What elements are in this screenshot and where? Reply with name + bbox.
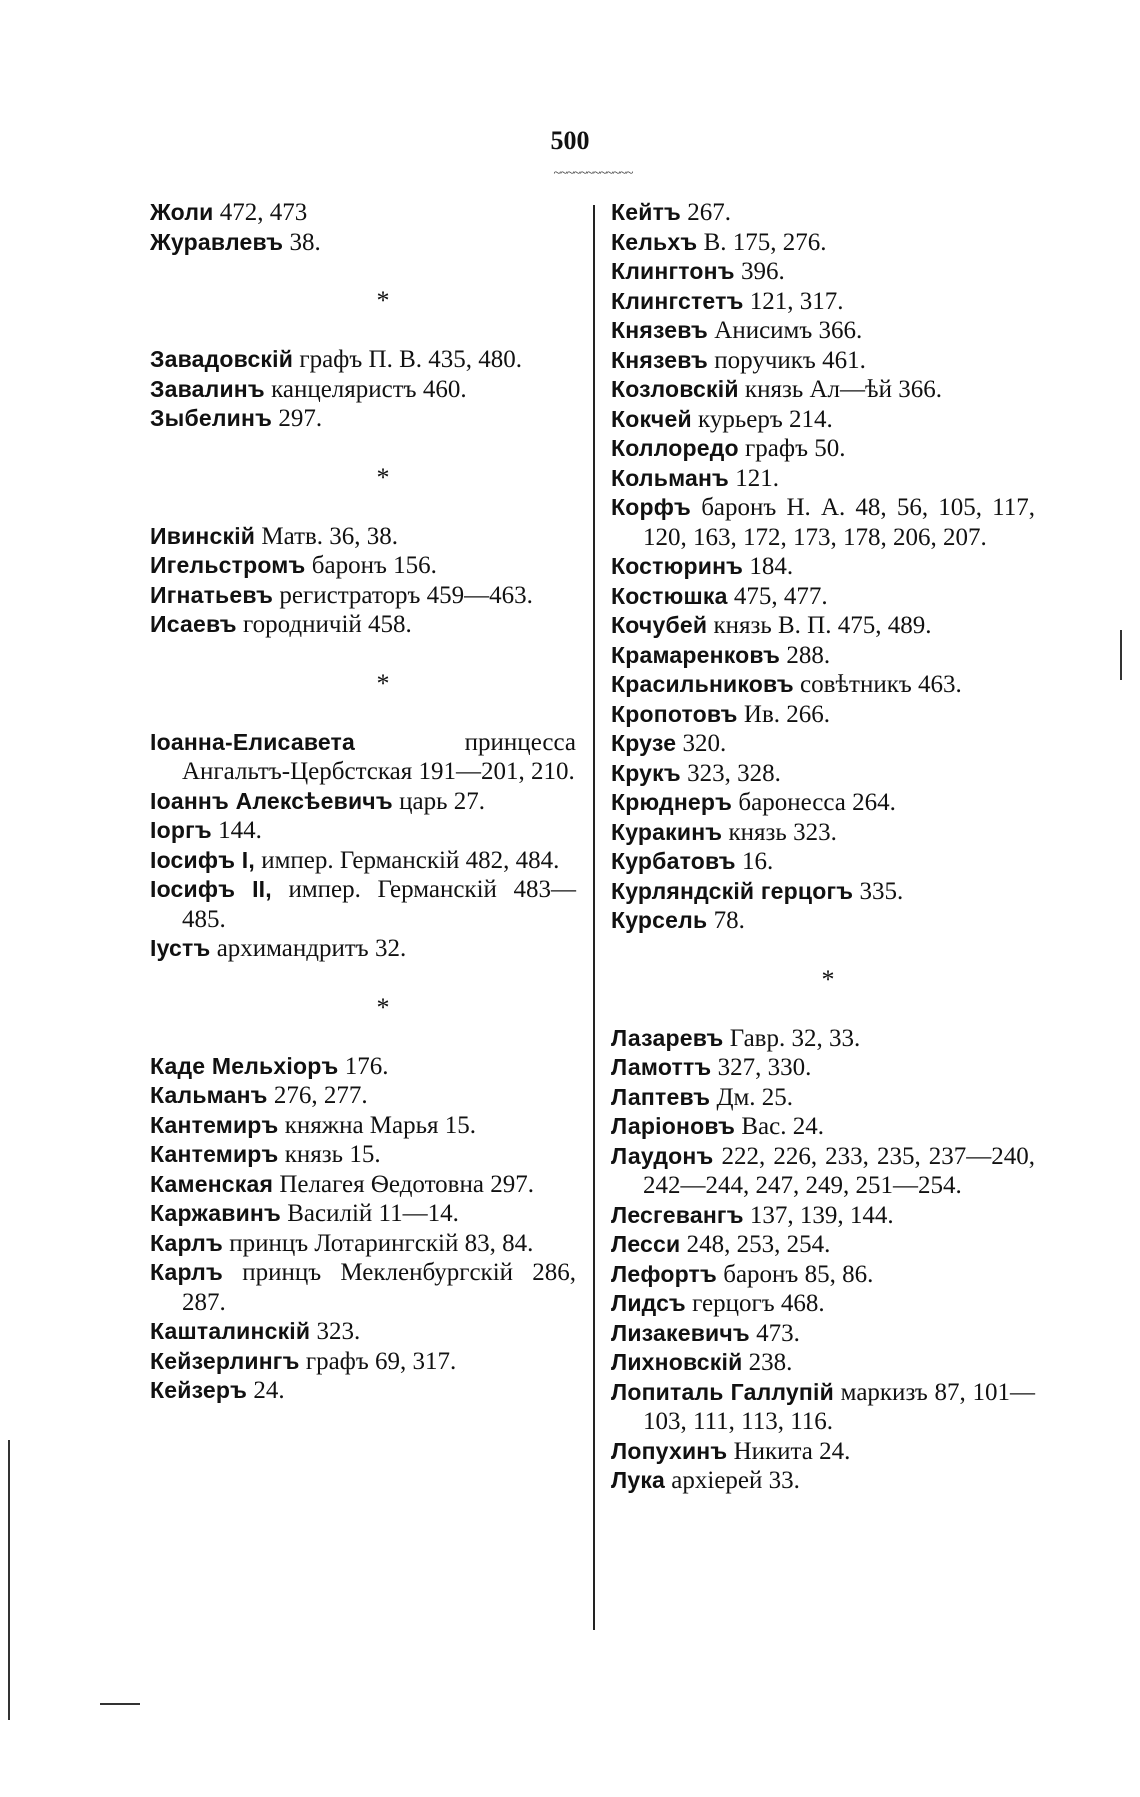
index-entry: [150, 404, 576, 434]
entry-pages: баронъ 156.: [305, 552, 437, 579]
entry-name: Лопиталь Галлупій: [611, 1378, 834, 1405]
entry-name: Костюринъ: [611, 553, 744, 579]
entry-name: Ивинскій: [150, 522, 256, 549]
entry-pages: маркизъ 87, 101—103, 111, 113, 116.: [643, 1378, 1035, 1435]
index-entry: [150, 728, 576, 787]
entry-pages: архимандритъ 32.: [210, 935, 407, 962]
index-entry: [611, 552, 1035, 582]
index-entry: [150, 228, 576, 258]
index-entry: [611, 611, 1035, 641]
entry-name: Князевъ: [611, 317, 709, 343]
index-entry: [150, 1081, 576, 1111]
entry-pages: Гавр. 32, 33.: [723, 1024, 861, 1052]
entry-name: Кейзерлингъ: [150, 1347, 300, 1374]
entry-pages: импер. Германскій 482, 484.: [254, 846, 560, 874]
index-entry: [150, 1317, 576, 1347]
entry-name: Лихновскій: [611, 1349, 743, 1375]
index-entry: [611, 1289, 1035, 1319]
entry-pages: 121.: [729, 464, 780, 492]
index-entry: [611, 375, 1035, 405]
index-entry: [150, 1229, 576, 1259]
index-entry: [611, 1142, 1035, 1201]
entry-name: Завалинъ: [150, 375, 265, 402]
entry-name: Каде Мельхіоръ: [150, 1052, 339, 1079]
index-entry: [150, 787, 576, 817]
entry-name: Куракинъ: [611, 818, 723, 845]
index-entry: [150, 581, 576, 611]
entry-name: Корфъ: [611, 494, 692, 520]
entry-name: Костюшка: [611, 582, 728, 609]
entry-name: Зыбелинъ: [150, 405, 273, 431]
index-entry: [611, 818, 1035, 848]
entry-pages: 297.: [272, 405, 323, 432]
entry-pages: графъ П. В. 435, 480.: [293, 346, 523, 373]
entry-name: Коллоредо: [611, 435, 739, 461]
entry-pages: 323, 328.: [680, 759, 781, 787]
entry-pages: 473.: [749, 1319, 800, 1347]
index-entry: [611, 729, 1035, 759]
index-entry: [611, 1437, 1035, 1467]
entry-pages: герцогъ 468.: [685, 1290, 825, 1317]
entry-pages: 121, 317.: [743, 287, 844, 315]
entry-pages: импер. Германскій 483—485.: [182, 876, 576, 933]
index-entry: [611, 316, 1035, 346]
index-entry: [611, 405, 1035, 435]
entry-pages: регистраторъ 459—463.: [273, 581, 533, 609]
margin-mark: [100, 1703, 140, 1705]
margin-mark: [1120, 630, 1122, 680]
index-entry: [611, 1466, 1035, 1496]
entry-pages: совѣтникъ 463.: [793, 671, 962, 698]
entry-pages: поручикъ 461.: [708, 346, 866, 374]
entry-pages: Вас. 24.: [735, 1113, 824, 1140]
entry-pages: 184.: [743, 553, 794, 580]
entry-pages: городничій 458.: [236, 611, 412, 638]
index-entry: [611, 1053, 1035, 1083]
index-entry: [150, 1140, 576, 1170]
index-entry: [150, 1111, 576, 1141]
entry-pages: Никита 24.: [727, 1437, 851, 1465]
index-entry: [150, 198, 576, 228]
index-entry: [150, 816, 576, 846]
entry-name: Іоанна-Елисавета: [150, 728, 356, 755]
index-entry: [611, 788, 1035, 818]
entry-pages: баронъ 85, 86.: [716, 1260, 874, 1288]
section-separator: *: [376, 286, 390, 315]
entry-name: Лазаревъ: [611, 1024, 724, 1051]
entry-name: Кейтъ: [611, 199, 681, 225]
entry-pages: 144.: [211, 817, 262, 844]
entry-name: Жоли: [150, 199, 214, 225]
header-ornament: ~~~~~~~~~~~~: [553, 166, 633, 181]
entry-name: Клингтонъ: [611, 258, 735, 284]
entry-name: Ламоттъ: [611, 1054, 712, 1080]
entry-name: Курляндскій герцогъ: [611, 877, 854, 904]
entry-pages: 472, 473: [213, 199, 308, 226]
entry-pages: канцеляристъ 460.: [264, 375, 467, 403]
index-entry: [611, 228, 1035, 258]
index-entry: [150, 375, 576, 405]
index-entry: [611, 877, 1035, 907]
entry-name: Карлъ: [150, 1229, 223, 1256]
entry-name: Каржавинъ: [150, 1200, 281, 1226]
index-entry: [611, 670, 1035, 700]
section-separator: *: [376, 462, 390, 492]
index-entry: [150, 522, 576, 552]
entry-pages: принцъ Мекленбургскій 286, 287.: [182, 1259, 576, 1316]
index-entry: [611, 847, 1035, 877]
entry-pages: Василій 11—14.: [280, 1200, 459, 1227]
index-entry: [611, 287, 1035, 317]
entry-pages: 16.: [735, 848, 774, 875]
index-entry: [611, 1260, 1035, 1290]
entry-pages: 475, 477.: [727, 582, 828, 610]
index-entry: [611, 257, 1035, 287]
entry-name: Іоргъ: [150, 817, 212, 843]
entry-name: Курсель: [611, 907, 708, 933]
left-column: [150, 198, 576, 1406]
entry-pages: 222, 226, 233, 235, 237—240, 242—244, 247, 249, 251—254.: [643, 1142, 1035, 1199]
entry-pages: Анисимъ 366.: [708, 317, 863, 344]
index-entry: [150, 934, 576, 964]
entry-pages: 137, 139, 144.: [743, 1201, 894, 1229]
entry-pages: князь Ал—ѣй 366.: [738, 376, 942, 403]
entry-pages: князь В. П. 475, 489.: [707, 612, 932, 639]
index-entry: [611, 759, 1035, 789]
entry-pages: курьеръ 214.: [691, 405, 833, 433]
entry-name: Лаудонъ: [611, 1142, 714, 1169]
entry-name: Лизакевичъ: [611, 1319, 750, 1346]
index-entry: [150, 1347, 576, 1377]
entry-name: Карлъ: [150, 1259, 223, 1285]
entry-name: Крюднеръ: [611, 789, 733, 815]
column-divider: [593, 205, 595, 1630]
entry-pages: 276, 277.: [267, 1082, 368, 1109]
entry-name: Клингстетъ: [611, 287, 744, 314]
index-entry: [611, 1378, 1035, 1437]
index-entry: [150, 875, 576, 934]
index-entry: [611, 1083, 1035, 1113]
entry-name: Крукъ: [611, 759, 681, 786]
entry-name: Іустъ: [150, 935, 211, 961]
entry-name: Кропотовъ: [611, 700, 738, 727]
entry-pages: 323.: [310, 1318, 361, 1345]
entry-name: Крамаренковъ: [611, 641, 781, 668]
entry-pages: 335.: [853, 877, 904, 905]
entry-name: Каменская: [150, 1170, 274, 1197]
entry-name: Кольманъ: [611, 464, 730, 491]
entry-pages: принцесса Ангальтъ-Цербстская 191—201, 210.: [182, 728, 576, 785]
entry-name: Кейзеръ: [150, 1377, 248, 1403]
entry-pages: графъ 69, 317.: [299, 1347, 457, 1375]
entry-name: Кельхъ: [611, 228, 698, 255]
entry-name: Кокчей: [611, 405, 692, 432]
entry-pages: Ив. 266.: [737, 700, 831, 728]
index-entry: [150, 1199, 576, 1229]
index-entry: [611, 1024, 1035, 1054]
index-entry: [611, 641, 1035, 671]
entry-name: Кочубей: [611, 612, 708, 638]
index-entry: [611, 1112, 1035, 1142]
index-entry: [611, 464, 1035, 494]
entry-pages: графъ 50.: [738, 435, 846, 462]
entry-name: Кашталинскій: [150, 1318, 311, 1344]
index-entry: [150, 846, 576, 876]
index-entry: [611, 906, 1035, 936]
section-separator: *: [376, 992, 390, 1022]
entry-name: Іосифъ I,: [150, 846, 255, 873]
index-entry: [611, 1230, 1035, 1260]
entry-name: Кальманъ: [150, 1082, 268, 1108]
entry-pages: 176.: [338, 1052, 389, 1080]
index-entry: [611, 700, 1035, 730]
entry-pages: князь 15.: [278, 1141, 381, 1168]
entry-name: Лаптевъ: [611, 1083, 711, 1110]
entry-name: Кантемиръ: [150, 1111, 279, 1138]
entry-pages: 238.: [742, 1349, 793, 1376]
entry-name: Лесгевангъ: [611, 1201, 744, 1228]
entry-pages: 267.: [681, 199, 731, 226]
entry-name: Лесси: [611, 1231, 681, 1257]
index-entry: [611, 346, 1035, 376]
entry-pages: 248, 253, 254.: [680, 1231, 831, 1258]
entry-name: Лопухинъ: [611, 1437, 728, 1464]
right-column: [611, 198, 1035, 1496]
entry-name: Игнатьевъ: [150, 581, 274, 608]
entry-pages: баронъ Н. А. 48, 56, 105, 117, 120, 163, 172, 173, 178, 206, 207.: [643, 494, 1035, 551]
entry-name: Журавлевъ: [150, 228, 284, 255]
entry-name: Исаевъ: [150, 611, 237, 637]
section-separator: *: [821, 964, 835, 994]
entry-pages: Матв. 36, 38.: [255, 522, 399, 550]
index-entry: [150, 345, 576, 375]
entry-name: Игельстромъ: [150, 552, 306, 578]
index-entry: [150, 551, 576, 581]
entry-name: Завадовскій: [150, 346, 294, 372]
entry-pages: архіерей 33.: [665, 1467, 800, 1494]
entry-name: Лефортъ: [611, 1260, 717, 1287]
entry-pages: 78.: [707, 907, 745, 934]
margin-mark: [8, 1440, 10, 1720]
entry-pages: 24.: [247, 1377, 285, 1404]
entry-pages: князь 323.: [722, 818, 837, 846]
entry-pages: принцъ Лотарингскій 83, 84.: [222, 1229, 534, 1257]
entry-pages: Дм. 25.: [710, 1083, 794, 1111]
entry-name: Іоаннъ Алексѣевичъ: [150, 787, 393, 814]
index-entry: [611, 582, 1035, 612]
entry-name: Кантемиръ: [150, 1141, 279, 1167]
entry-name: Крузе: [611, 730, 677, 756]
index-entry: [611, 493, 1035, 552]
entry-pages: 396.: [734, 258, 785, 285]
entry-name: Ларіоновъ: [611, 1113, 736, 1139]
index-entry: [611, 434, 1035, 464]
entry-pages: 38.: [283, 228, 321, 256]
page-number: 500: [550, 126, 590, 155]
index-entry: [150, 1376, 576, 1406]
index-entry: [611, 1348, 1035, 1378]
index-entry: [150, 610, 576, 640]
index-entry: [611, 1319, 1035, 1349]
index-entry: [150, 1170, 576, 1200]
index-entry: [150, 1258, 576, 1317]
entry-pages: 320.: [676, 730, 727, 757]
entry-pages: царь 27.: [392, 787, 485, 815]
entry-pages: Пелагея Ѳедотовна 297.: [273, 1170, 534, 1198]
index-entry: [611, 198, 1035, 228]
index-entry: [150, 1052, 576, 1082]
entry-name: Лидсъ: [611, 1290, 686, 1316]
entry-pages: 327, 330.: [711, 1054, 812, 1081]
entry-name: Князевъ: [611, 346, 709, 373]
entry-name: Курбатовъ: [611, 848, 736, 874]
entry-name: Козловскій: [611, 376, 739, 402]
entry-pages: 288.: [780, 641, 831, 669]
entry-name: Лука: [611, 1467, 666, 1493]
entry-pages: баронесса 264.: [732, 789, 896, 816]
entry-pages: В. 175, 276.: [697, 228, 827, 256]
entry-name: Іосифъ II,: [150, 876, 272, 902]
section-separator: *: [376, 668, 390, 698]
index-entry: [611, 1201, 1035, 1231]
entry-pages: княжна Марья 15.: [278, 1111, 477, 1139]
entry-name: Красильниковъ: [611, 671, 794, 697]
